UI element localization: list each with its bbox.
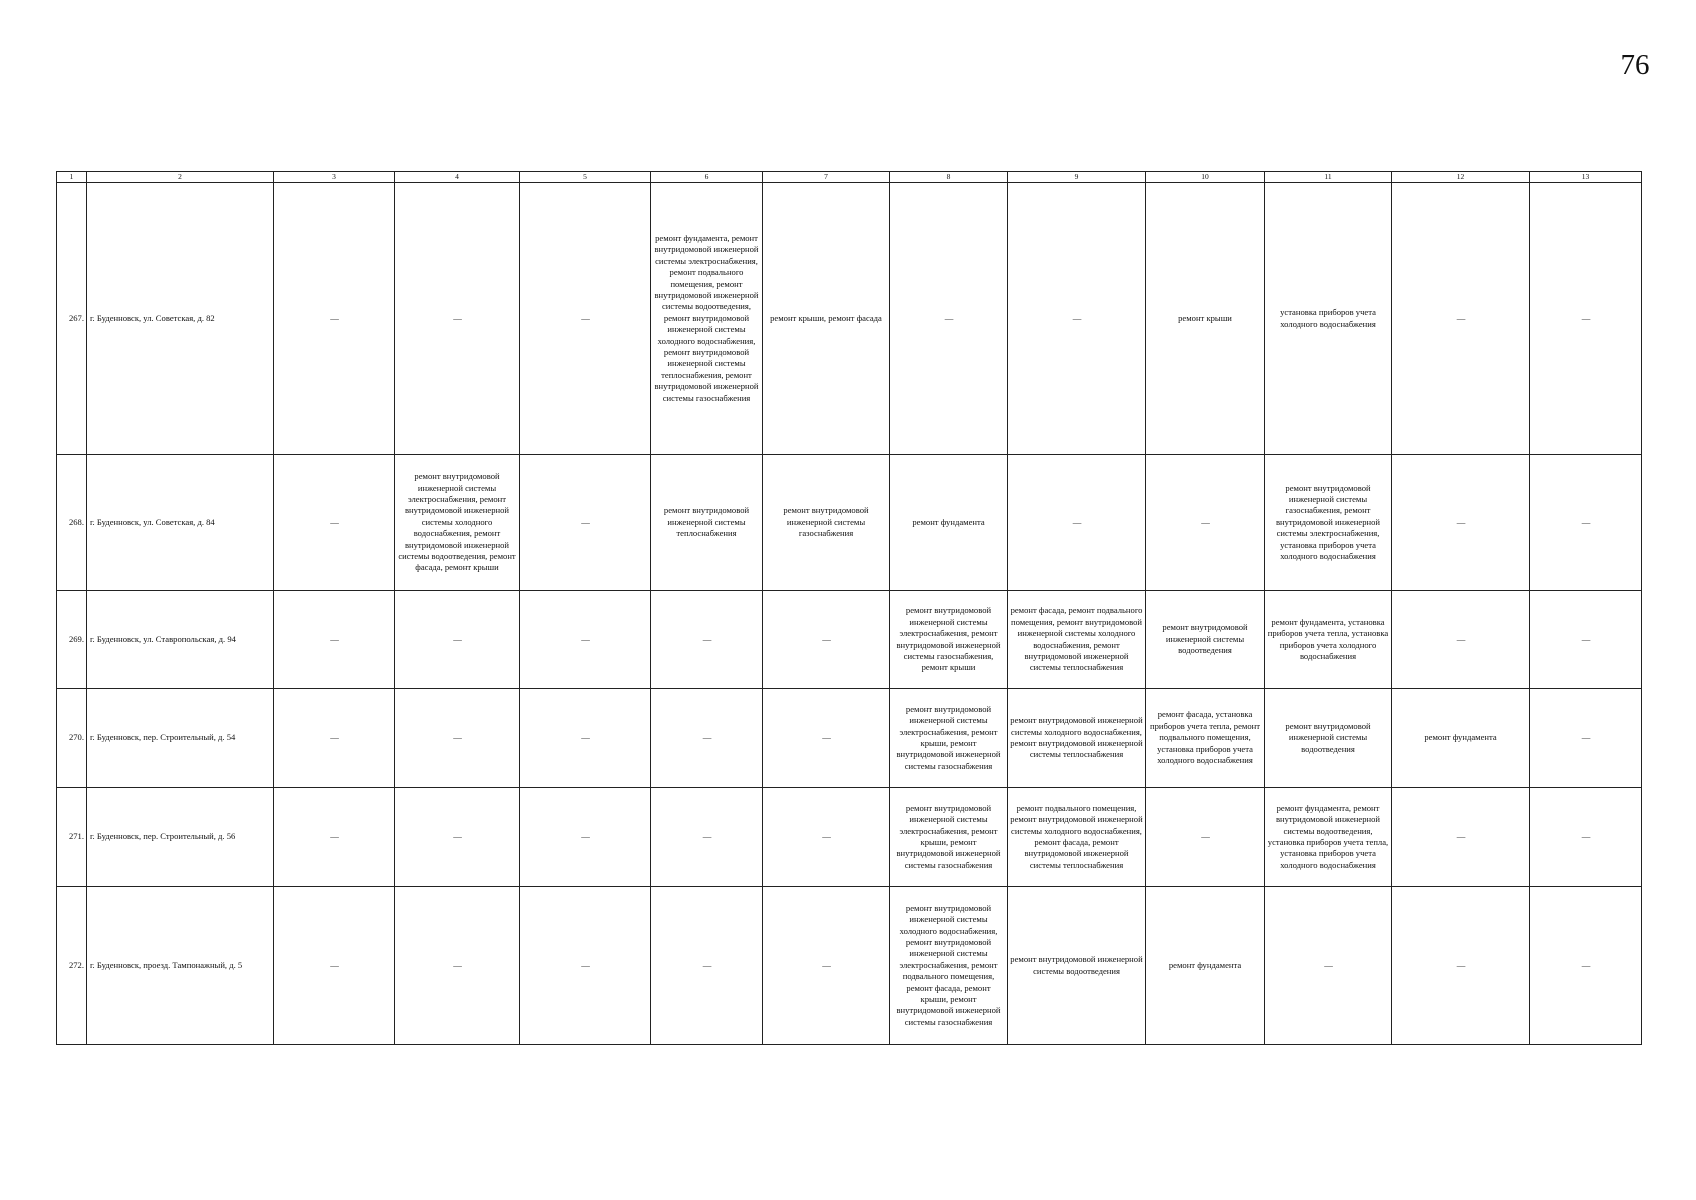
table-cell: — xyxy=(651,689,763,788)
table-cell: — xyxy=(763,591,890,689)
table-cell: — xyxy=(890,183,1008,455)
table-row xyxy=(57,183,1642,455)
table-cell: ремонт внутридомовой инженерной системы электроснабжения, ремонт внутридомовой инженерной системы холодного водоснабжения, ремонт внутридомовой инженерной системы водоотведения, ремонт фасада, ремонт крыши xyxy=(395,455,520,591)
table-cell: установка приборов учета холодного водоснабжения xyxy=(1265,183,1392,455)
table-cell: — xyxy=(274,689,395,788)
table-row xyxy=(57,788,1642,887)
table-cell: — xyxy=(520,689,651,788)
table-cell: — xyxy=(274,887,395,1045)
column-number: 11 xyxy=(1265,172,1392,183)
row-number: 272. xyxy=(57,887,87,1045)
column-number: 6 xyxy=(651,172,763,183)
table-cell: — xyxy=(651,788,763,887)
column-number: 7 xyxy=(763,172,890,183)
table-cell: — xyxy=(520,887,651,1045)
table-cell: — xyxy=(1392,887,1530,1045)
column-number: 2 xyxy=(87,172,274,183)
table-cell: — xyxy=(1530,591,1642,689)
table-cell: ремонт фундамента xyxy=(890,455,1008,591)
row-number: 270. xyxy=(57,689,87,788)
table-cell: — xyxy=(520,591,651,689)
table-cell: — xyxy=(395,591,520,689)
table-cell: — xyxy=(763,788,890,887)
table-cell: — xyxy=(1265,887,1392,1045)
column-number-row xyxy=(57,172,1642,183)
table-cell: — xyxy=(1392,591,1530,689)
column-number: 10 xyxy=(1146,172,1265,183)
table-cell: — xyxy=(395,887,520,1045)
table-cell: — xyxy=(1146,788,1265,887)
table-cell: — xyxy=(1146,455,1265,591)
row-number: 268. xyxy=(57,455,87,591)
table-cell: ремонт внутридомовой инженерной системы электроснабжения, ремонт крыши, ремонт внутридомовой инженерной системы газоснабжения xyxy=(890,689,1008,788)
table-cell: — xyxy=(520,183,651,455)
address-cell: г. Буденновск, ул. Советская, д. 84 xyxy=(87,455,274,591)
table-cell: — xyxy=(1392,788,1530,887)
table-row xyxy=(57,689,1642,788)
table-cell: ремонт внутридомовой инженерной системы электроснабжения, ремонт крыши, ремонт внутридомовой инженерной системы газоснабжения xyxy=(890,788,1008,887)
row-number: 269. xyxy=(57,591,87,689)
table-cell: — xyxy=(520,455,651,591)
page-number: 76 xyxy=(1620,49,1650,81)
table-cell: — xyxy=(763,689,890,788)
table-cell: ремонт фундамента xyxy=(1392,689,1530,788)
table-cell: ремонт внутридомовой инженерной системы холодного водоснабжения, ремонт внутридомовой инженерной системы теплоснабжения xyxy=(1008,689,1146,788)
table-cell: — xyxy=(651,887,763,1045)
table-cell: — xyxy=(1530,887,1642,1045)
table-cell: ремонт крыши xyxy=(1146,183,1265,455)
table-cell: — xyxy=(274,591,395,689)
table-cell: — xyxy=(395,788,520,887)
repair-schedule-table xyxy=(56,171,1642,1045)
table-cell: — xyxy=(651,591,763,689)
table-cell: — xyxy=(1392,455,1530,591)
column-number: 12 xyxy=(1392,172,1530,183)
column-number: 8 xyxy=(890,172,1008,183)
table-cell: — xyxy=(1530,788,1642,887)
table-cell: ремонт внутридомовой инженерной системы электроснабжения, ремонт внутридомовой инженерной системы газоснабжения, ремонт крыши xyxy=(890,591,1008,689)
table-row xyxy=(57,887,1642,1045)
table-cell: ремонт внутридомовой инженерной системы водоотведения xyxy=(1146,591,1265,689)
address-cell: г. Буденновск, пер. Строительный, д. 56 xyxy=(87,788,274,887)
table-cell: — xyxy=(274,455,395,591)
column-number: 1 xyxy=(57,172,87,183)
table-cell: ремонт фундамента, ремонт внутридомовой инженерной системы электроснабжения, ремонт подвального помещения, ремонт внутридомовой инженерной системы водоотведения, ремонт внутридомовой инженерной системы холодного водоснабжения, ремонт внутридомовой инженерной системы теплоснабжения, ремонт внутридомовой инженерной системы газоснабжения xyxy=(651,183,763,455)
table-cell: — xyxy=(1008,455,1146,591)
table-cell: — xyxy=(395,183,520,455)
table-cell: ремонт внутридомовой инженерной системы водоотведения xyxy=(1008,887,1146,1045)
column-number: 5 xyxy=(520,172,651,183)
row-number: 271. xyxy=(57,788,87,887)
table-cell: ремонт внутридомовой инженерной системы водоотведения xyxy=(1265,689,1392,788)
table-row xyxy=(57,455,1642,591)
table-cell: ремонт внутридомовой инженерной системы теплоснабжения xyxy=(651,455,763,591)
column-number: 9 xyxy=(1008,172,1146,183)
address-cell: г. Буденновск, пер. Строительный, д. 54 xyxy=(87,689,274,788)
table-cell: — xyxy=(274,183,395,455)
table-cell: ремонт фасада, ремонт подвального помещения, ремонт внутридомовой инженерной системы холодного водоснабжения, ремонт внутридомовой инженерной системы теплоснабжения xyxy=(1008,591,1146,689)
table-cell: — xyxy=(1530,183,1642,455)
table-cell: ремонт крыши, ремонт фасада xyxy=(763,183,890,455)
table-cell: — xyxy=(520,788,651,887)
table-cell: ремонт фундамента, ремонт внутридомовой инженерной системы водоотведения, установка приборов учета тепла, установка приборов учета холодного водоснабжения xyxy=(1265,788,1392,887)
row-number: 267. xyxy=(57,183,87,455)
table-cell: — xyxy=(1530,689,1642,788)
table-cell: — xyxy=(1530,455,1642,591)
table-cell: ремонт внутридомовой инженерной системы газоснабжения xyxy=(763,455,890,591)
table-row xyxy=(57,591,1642,689)
table-cell: ремонт фундамента xyxy=(1146,887,1265,1045)
table-cell: ремонт подвального помещения, ремонт внутридомовой инженерной системы холодного водоснабжения, ремонт фасада, ремонт внутридомовой инженерной системы теплоснабжения xyxy=(1008,788,1146,887)
table-cell: — xyxy=(1392,183,1530,455)
table-cell: — xyxy=(395,689,520,788)
table-cell: — xyxy=(763,887,890,1045)
table-cell: — xyxy=(1008,183,1146,455)
table-cell: ремонт фасада, установка приборов учета тепла, ремонт подвального помещения, установка приборов учета холодного водоснабжения xyxy=(1146,689,1265,788)
table-cell: — xyxy=(274,788,395,887)
column-number: 4 xyxy=(395,172,520,183)
table-cell: ремонт внутридомовой инженерной системы газоснабжения, ремонт внутридомовой инженерной системы электроснабжения, установка приборов учета холодного водоснабжения xyxy=(1265,455,1392,591)
address-cell: г. Буденновск, ул. Советская, д. 82 xyxy=(87,183,274,455)
column-number: 13 xyxy=(1530,172,1642,183)
address-cell: г. Буденновск, ул. Ставропольская, д. 94 xyxy=(87,591,274,689)
table-cell: ремонт внутридомовой инженерной системы холодного водоснабжения, ремонт внутридомовой инженерной системы электроснабжения, ремонт подвального помещения, ремонт фасада, ремонт крыши, ремонт внутридомовой инженерной системы газоснабжения xyxy=(890,887,1008,1045)
table-cell: ремонт фундамента, установка приборов учета тепла, установка приборов учета холодного водоснабжения xyxy=(1265,591,1392,689)
column-number: 3 xyxy=(274,172,395,183)
address-cell: г. Буденновск, проезд. Тампонажный, д. 5 xyxy=(87,887,274,1045)
